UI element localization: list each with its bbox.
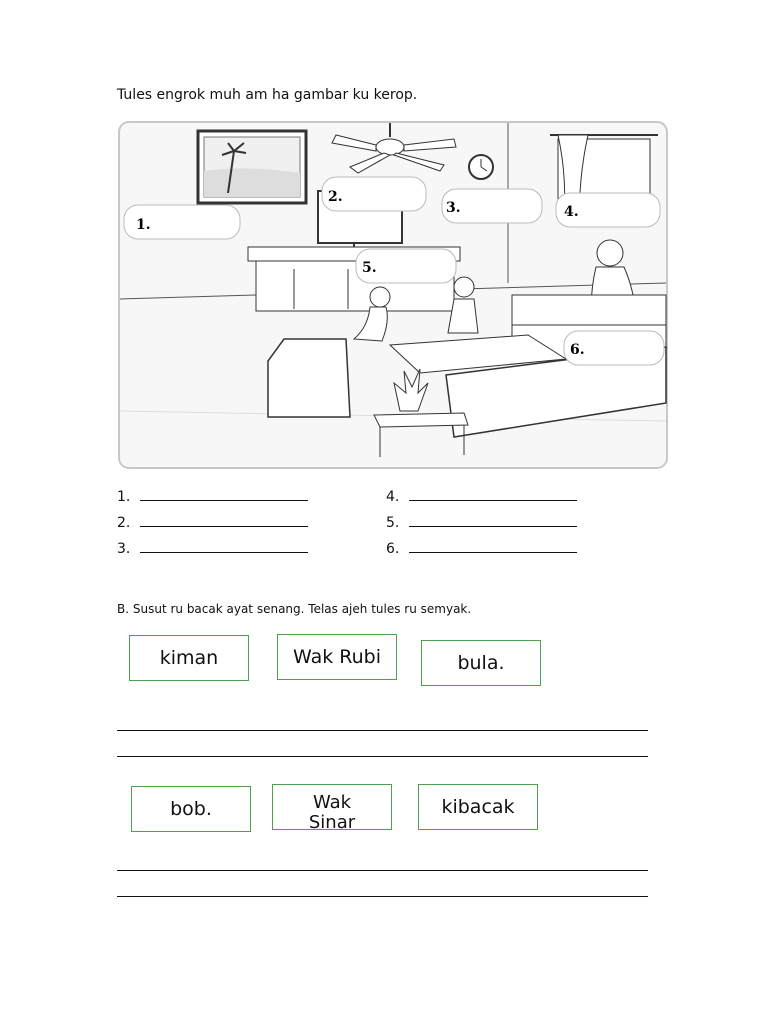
callout-5 [356,249,456,283]
answer-line-3[interactable] [140,540,308,553]
callout-6 [564,331,664,365]
word-box-bob: bob. [131,786,251,832]
sentence-line-1[interactable] [117,730,648,731]
callout-1 [124,205,240,239]
word-box-wak-sinar [272,784,392,830]
wall-picture [198,131,306,203]
sentence-line-4[interactable] [117,896,648,897]
callout-4-label: 4. [564,204,579,220]
answer-line-6[interactable] [409,540,577,553]
answer-row-6[interactable] [386,540,577,557]
answer-row-5[interactable] [386,514,577,531]
callout-6-label: 6. [570,342,585,358]
sentence-line-3[interactable] [117,870,648,871]
answer-line-1[interactable] [140,488,308,501]
word-box-kiman: kiman [129,635,249,681]
word-box-wak-sinar-line1: Wak [312,792,352,813]
sentence-line-2[interactable] [117,756,648,757]
instruction-a: Tules engrok muh am ha gambar ku kerop. [117,87,418,103]
answer-row-4[interactable] [386,488,577,505]
word-box-wak-rubi: Wak Rubi [277,634,397,680]
living-room-drawing [118,121,668,469]
callout-2 [322,177,426,211]
living-room-illustration [118,121,668,469]
word-box-kibacak: kibacak [418,784,538,830]
answer-row-2[interactable] [117,514,308,531]
answer-number-4: 4. [386,489,400,505]
answer-number-6: 6. [386,541,400,557]
answer-line-5[interactable] [409,514,577,527]
answer-line-2[interactable] [140,514,308,527]
callout-2-label: 2. [328,189,343,205]
answer-number-5: 5. [386,515,400,531]
instruction-b: B. Susut ru bacak ayat senang. Telas ajeh tules ru semyak. [117,602,472,616]
word-box-wak-sinar-line2: Sinar [308,812,356,830]
answer-line-4[interactable] [409,488,577,501]
wall-clock [469,155,493,179]
answer-row-1[interactable] [117,488,308,505]
callout-3 [442,189,542,223]
answer-number-1: 1. [117,489,131,505]
callout-4 [556,193,660,227]
answer-number-2: 2. [117,515,131,531]
answer-row-3[interactable] [117,540,308,557]
word-box-bula: bula. [421,640,541,686]
callout-3-label: 3. [446,200,461,216]
callout-1-label: 1. [136,217,151,233]
callout-5-label: 5. [362,260,377,276]
answer-number-3: 3. [117,541,131,557]
